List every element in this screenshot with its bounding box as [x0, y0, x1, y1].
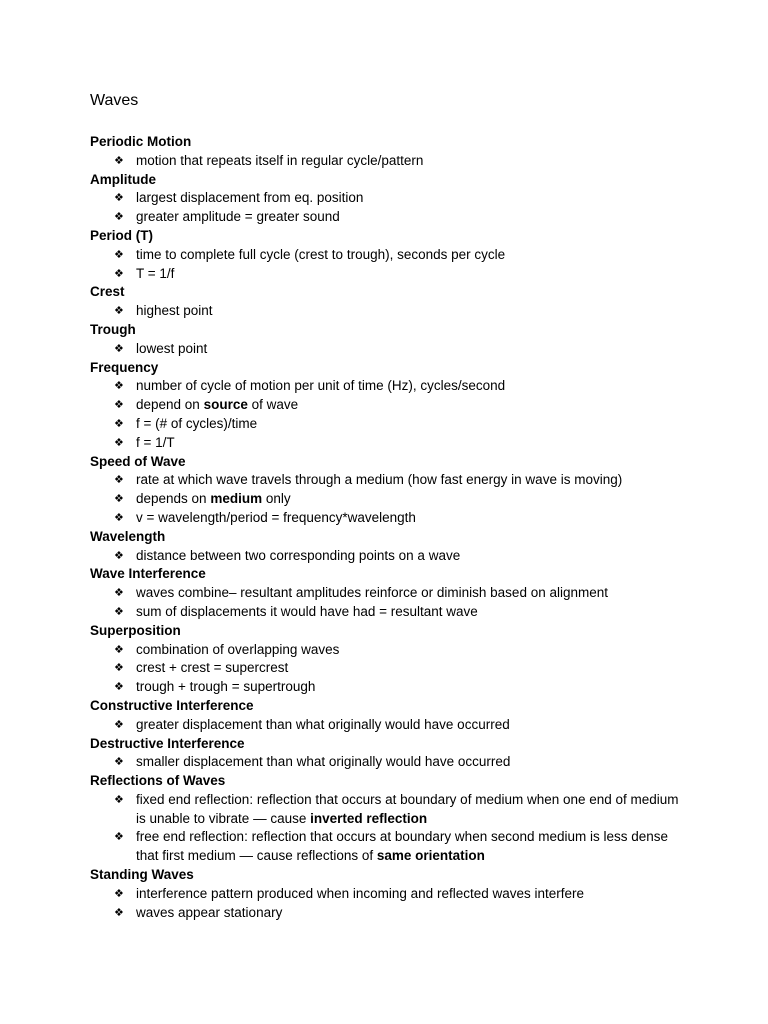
bullet-list — [90, 152, 690, 171]
bullet-text: waves appear stationary — [136, 904, 283, 920]
bullet-item — [90, 152, 690, 171]
term-heading: Superposition — [90, 622, 181, 638]
diamond-bullet-icon: ❖ — [114, 304, 124, 318]
bullet-item — [90, 377, 690, 396]
bullet-text: interference pattern produced when incoming and reflected waves interfere — [136, 885, 585, 901]
diamond-bullet-icon: ❖ — [114, 492, 124, 506]
bullet-text: fixed end reflection: reflection that occurs at boundary of medium when one end of medium is unable to vibrate — cause — [136, 791, 679, 826]
diamond-bullet-icon: ❖ — [114, 905, 124, 919]
bullet-item — [90, 904, 690, 923]
bullet-item — [90, 885, 690, 904]
diamond-bullet-icon: ❖ — [114, 191, 124, 205]
diamond-bullet-icon: ❖ — [114, 792, 124, 806]
bullet-list — [90, 885, 690, 923]
diamond-bullet-icon: ❖ — [114, 830, 124, 844]
bullet-item — [90, 490, 690, 509]
bullet-text: waves combine– resultant amplitudes reinforce or diminish based on alignment — [136, 585, 608, 601]
bullet-item — [90, 396, 690, 415]
diamond-bullet-icon: ❖ — [114, 435, 124, 449]
emphasized-text: same orientation — [376, 848, 485, 864]
diamond-bullet-icon: ❖ — [114, 210, 124, 224]
term-heading: Frequency — [90, 359, 159, 375]
bullet-item — [90, 208, 690, 227]
diamond-bullet-icon: ❖ — [114, 717, 124, 731]
term-heading: Crest — [90, 284, 125, 300]
bullet-item — [90, 603, 690, 622]
bullet-list — [90, 753, 690, 772]
bullet-text: depend on — [136, 397, 204, 413]
diamond-bullet-icon: ❖ — [114, 886, 124, 900]
bullet-text: highest point — [136, 303, 213, 319]
bullet-list — [90, 547, 690, 566]
bullet-item — [90, 547, 690, 566]
diamond-bullet-icon: ❖ — [114, 341, 124, 355]
bullet-text: only — [262, 491, 291, 507]
term-heading: Reflections of Waves — [90, 773, 226, 789]
bullet-item — [90, 584, 690, 603]
document-title: Waves — [90, 92, 139, 109]
bullet-text: f = (# of cycles)/time — [136, 415, 258, 431]
bullet-item — [90, 791, 690, 829]
term-heading: Trough — [90, 321, 136, 337]
diamond-bullet-icon: ❖ — [114, 586, 124, 600]
diamond-bullet-icon: ❖ — [114, 247, 124, 261]
bullet-list — [90, 716, 690, 735]
bullet-list — [90, 246, 690, 284]
diamond-bullet-icon: ❖ — [114, 661, 124, 675]
term-heading: Amplitude — [90, 171, 156, 187]
diamond-bullet-icon: ❖ — [114, 379, 124, 393]
bullet-text: lowest point — [136, 340, 208, 356]
diamond-bullet-icon: ❖ — [114, 642, 124, 656]
term-heading: Periodic Motion — [90, 134, 192, 149]
bullet-text: smaller displacement than what originally would have occurred — [136, 754, 511, 770]
bullet-text: of wave — [247, 397, 299, 413]
diamond-bullet-icon: ❖ — [114, 266, 124, 280]
diamond-bullet-icon: ❖ — [114, 398, 124, 412]
bullet-text: free end reflection: reflection that occurs at boundary when second medium is less dense that first medium — cause reflections of — [136, 829, 669, 864]
bullet-text: motion that repeats itself in regular cycle/pattern — [136, 152, 424, 168]
bullet-list — [90, 471, 690, 527]
emphasized-text: source — [203, 397, 248, 413]
bullet-item — [90, 716, 690, 735]
bullet-list — [90, 791, 690, 866]
bullet-text: greater displacement than what originally would have occurred — [136, 716, 510, 732]
bullet-item — [90, 265, 690, 284]
term-heading: Speed of Wave — [90, 453, 186, 469]
bullet-item — [90, 246, 690, 265]
bullet-text: number of cycle of motion per unit of time (Hz), cycles/second — [136, 378, 506, 394]
bullet-text: sum of displacements it would have had = resultant wave — [136, 603, 478, 619]
bullet-list — [90, 641, 690, 697]
diamond-bullet-icon: ❖ — [114, 548, 124, 562]
bullet-list — [90, 340, 690, 359]
diamond-bullet-icon: ❖ — [114, 473, 124, 487]
term-heading: Wave Interference — [90, 566, 206, 582]
bullet-list — [90, 189, 690, 227]
term-heading: Wavelength — [90, 528, 166, 544]
bullet-text: depends on — [136, 491, 211, 507]
bullet-text: rate at which wave travels through a medium (how fast energy in wave is moving) — [136, 472, 623, 488]
bullet-text: distance between two corresponding points on a wave — [136, 547, 461, 563]
diamond-bullet-icon: ❖ — [114, 416, 124, 430]
bullet-text: f = 1/T — [136, 434, 175, 450]
diamond-bullet-icon: ❖ — [114, 510, 124, 524]
bullet-text: combination of overlapping waves — [136, 641, 340, 657]
bullet-text: greater amplitude = greater sound — [136, 209, 340, 225]
bullet-list — [90, 377, 690, 452]
bullet-item — [90, 189, 690, 208]
bullet-text: trough + trough = supertrough — [136, 679, 316, 695]
term-heading: Period (T) — [90, 227, 153, 243]
bullet-item — [90, 678, 690, 697]
diamond-bullet-icon: ❖ — [114, 755, 124, 769]
diamond-bullet-icon: ❖ — [114, 680, 124, 694]
bullet-item — [90, 509, 690, 528]
bullet-item — [90, 471, 690, 490]
bullet-list — [90, 302, 690, 321]
emphasized-text: inverted reflection — [310, 810, 428, 826]
notes-body — [90, 133, 690, 922]
bullet-item — [90, 434, 690, 453]
diamond-bullet-icon: ❖ — [114, 604, 124, 618]
bullet-item — [90, 641, 690, 660]
bullet-item — [90, 415, 690, 434]
bullet-item — [90, 302, 690, 321]
bullet-item — [90, 659, 690, 678]
emphasized-text: medium — [210, 491, 263, 507]
bullet-list — [90, 584, 690, 622]
term-heading: Destructive Interference — [90, 735, 245, 751]
bullet-text: T = 1/f — [136, 265, 175, 281]
bullet-text: largest displacement from eq. position — [136, 190, 364, 206]
bullet-text: v = wavelength/period = frequency*wavelength — [136, 509, 416, 525]
bullet-item — [90, 753, 690, 772]
bullet-text: crest + crest = supercrest — [136, 660, 289, 676]
bullet-item — [90, 340, 690, 359]
bullet-item — [90, 828, 690, 866]
diamond-bullet-icon: ❖ — [114, 153, 124, 167]
bullet-text: time to complete full cycle (crest to trough), seconds per cycle — [136, 246, 506, 262]
term-heading: Constructive Interference — [90, 697, 254, 713]
term-heading: Standing Waves — [90, 867, 194, 883]
